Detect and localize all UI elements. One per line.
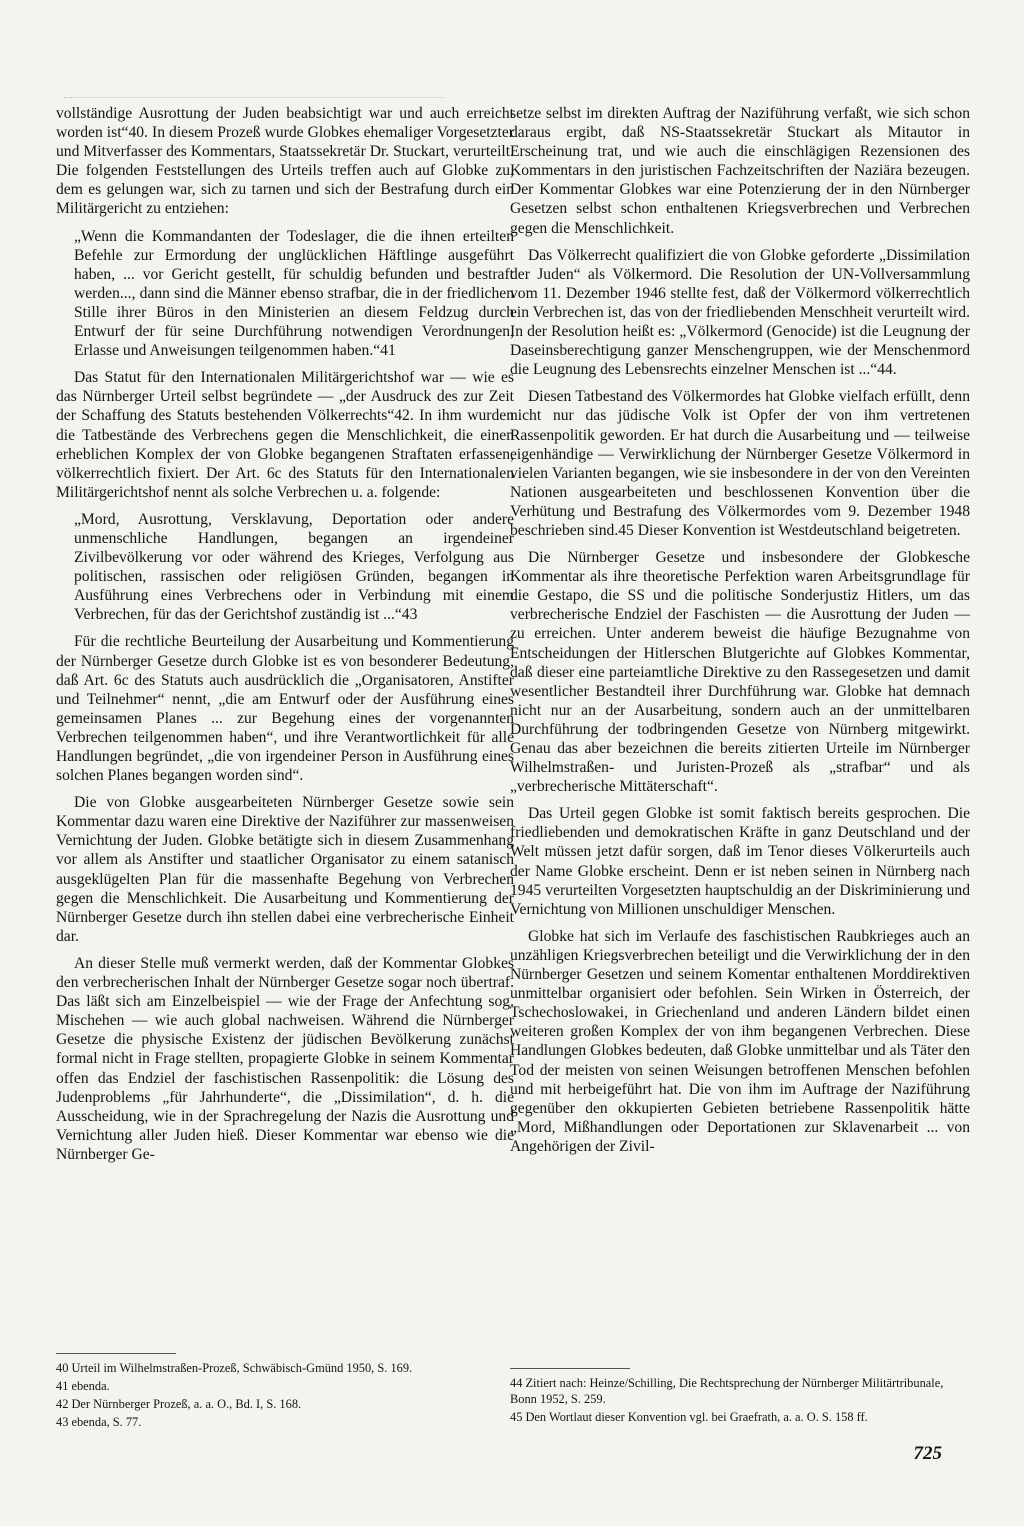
paragraph: Das Urteil gegen Globke ist somit faktisch bereits gesprochen. Die friedliebenden und demokratischen Kräfte in ganz Deutschland und der Welt müssen jetzt dafür sorgen, daß im Tenor dieses Völkerurteils auch der Name Globke erscheint. Denn er ist neben seinen in Nürnberg nach 1945 verurteilten Vorgesetzten hauptschuldig an der Diskriminierung und Vernichtung von Millionen unschuldiger Menschen. xyxy=(510,805,970,918)
footnote: 41 ebenda. xyxy=(56,1379,110,1393)
left-column xyxy=(56,104,514,1172)
footnote: 44 Zitiert nach: Heinze/Schilling, Die Rechtsprechung der Nürnberger Militärtribunale, Bonn 1952, S. 259. xyxy=(510,1376,944,1406)
paragraph: vollständige Ausrottung der Juden beabsichtigt war und auch erreicht worden ist“40. In diesem Prozeß wurde Globkes ehemaliger Vorgesetzter und Mitverfasser des Kommentars, Staatssekretär Dr. Stuckart, verurteilt. Die folgenden Feststellungen des Urteils treffen auch auf Globke zu, dem es gelungen war, sich zu tarnen und sich der Bestrafung durch ein Militärgericht zu entziehen: xyxy=(56,105,514,218)
paragraph: An dieser Stelle muß vermerkt werden, daß der Kommentar Globkes den verbrecherischen Inhalt der Nürnberger Gesetze sogar noch übertraf. Das läßt sich am Einzelbeispiel — wie der Frage der Anfechtung sog. Mischehen — wie auch global nachweisen. Während die Nürnberger Gesetze die physische Existenz der jüdischen Bevölkerung zunächst formal nicht in Frage stellten, propagierte Globke in seinem Kommentar offen das Endziel der faschistischen Rassenpolitik: die Lösung des Judenproblems „für Jahrhunderte“, die „Dissimilation“, d. h. die Ausscheidung, wie in der Sprachregelung der Nazis die Ausrottung und Vernichtung aller Juden hieß. Dieser Kommentar war ebenso wie die Nürnberger Ge- xyxy=(56,954,514,1163)
paragraph: Das Statut für den Internationalen Militärgerichtshof war — wie es das Nürnberger Urteil selbst begründete — „der Ausdruck des zur Zeit der Schaffung des Statuts bestehenden Völkerrechts“42. In ihm wurden die Tatbestände des Verbrechens gegen die Menschlichkeit, die einen erheblichen Komplex der von Globke begangenen Straftaten erfassen, völkerrechtlich fixiert. Der Art. 6c des Statuts für den Internationalen Militärgerichtshof nennt als solche Verbrechen u. a. folgende: xyxy=(56,369,514,501)
paragraph: Diesen Tatbestand des Völkermordes hat Globke vielfach erfüllt, denn nicht nur das jüdische Volk ist Opfer der von ihm vertretenen Rassenpolitik geworden. Er hat durch die Ausarbeitung und — teilweise eigenhändige — Verwirklichung der Nürnberger Gesetze Völkermord in vielen Varianten begangen, wie sie insbesondere in der von den Vereinten Nationen ausgearbeiteten und beschlossenen Konvention über die Verhütung und Bestrafung des Völkermordes vom 9. Dezember 1948 beschrieben sind.45 Dieser Konvention ist Westdeutschland beigetreten. xyxy=(510,388,970,539)
quote-paragraph: „Wenn die Kommandanten der Todeslager, die die ihnen erteilten Befehle zur Ermordung der unglücklichen Häftlinge ausgeführt haben, ... vor Gericht gestellt, für schuldig befunden und bestraft werden..., dann sind die Männer ebenso strafbar, die in der friedlichen Stille ihrer Büros in den Ministerien an diesem Feldzug durch Entwurf der für seine Durchführung notwendigen Verordnungen, Erlasse und Anweisungen teilgenommen haben.“41 xyxy=(74,227,514,360)
paragraph: Das Völkerrecht qualifiziert die von Globke geforderte „Dissimilation der Juden“ als Völkermord. Die Resolution der UN-Vollversammlung vom 11. Dezember 1946 stellte fest, daß der Völkermord völkerrechtlich ein Verbrechen ist, das von der friedliebenden Menschheit verurteilt wird. In der Resolution heißt es: „Völkermord (Genocide) ist die Leugnung der Daseinsberechtigung ganzer Menschengruppen, wie der Menschenmord die Leugnung des Lebensrechts einzelner Menschen ist ...“44. xyxy=(510,246,971,379)
paragraph: Globke hat sich im Verlaufe des faschistischen Raubkrieges auch an unzähligen Kriegsverbrechen beteiligt und die Verwirklichung der in den Nürnberger Gesetzen und seinem Komentar enthaltenen Morddirektiven unmittelbar organisiert oder befohlen. Sein Wirken in Österreich, der Tschechoslowakei, in Griechenland und anderen Ländern bildet einen weiteren großen Komplex der von ihm begangenen Verbrechen. Diese Handlungen Globkes bedeuten, daß Globke unmittelbar und als Täter den Tod der meisten von seinen Weisungen betroffenen Menschen befohlen und mit herbeigeführt hat. Die von ihm im Auftrage der Naziführung gegenüber den okkupierten Gebieten betriebene Rassenpolitik hätte „Mord, Mißhandlungen oder Deportationen zur Sklavenarbeit ... von Angehörigen der Zivil- xyxy=(510,927,970,1155)
footnote-rule xyxy=(510,1368,630,1369)
footnotes-left xyxy=(56,1353,514,1432)
paragraph: setze selbst im direkten Auftrag der Naziführung verfaßt, wie sich schon daraus ergibt, daß NS-Staatssekretär Stuckart als Mitautor in Erscheinung trat, und wie auch die einschlägigen Rezensionen des Kommentars in den juristischen Fachzeitschriften der Naziära bezeugen. Der Kommentar Globkes war eine Potenzierung der in den Nürnberger Gesetzen selbst schon enthaltenen Kriegsverbrechen und Verbrechen gegen die Menschlichkeit. xyxy=(510,105,970,237)
footnote: 43 ebenda, S. 77. xyxy=(56,1415,142,1429)
footnote: 42 Der Nürnberger Prozeß, a. a. O., Bd. I, S. 168. xyxy=(56,1397,302,1411)
bleed-through-line xyxy=(64,97,444,102)
paragraph: Für die rechtliche Beurteilung der Ausarbeitung und Kommentierung der Nürnberger Gesetze durch Globke ist es von besonderer Bedeutung, daß Art. 6c des Statuts auch ausdrücklich die „Organisatoren, Anstifter und Teilnehmer“ nennt, „die am Entwurf oder der Ausführung eines gemeinsamen Planes ... zur Begehung eines der vorgenannten Verbrechen teilgenommen haben“, und ihre Verantwortlichkeit für alle Handlungen begründet, „die von irgendeiner Person in Ausführung eines solchen Planes begangen worden sind“. xyxy=(56,633,514,785)
footnote-rule xyxy=(56,1353,176,1354)
quote-paragraph: „Mord, Ausrottung, Versklavung, Deportation oder andere unmenschliche Handlungen, begangen an irgendeiner Zivilbevölkerung vor oder während des Krieges, Verfolgung aus politischen, rassischen oder religiösen Gründen, begangen in Ausführung eines Verbrechens oder in Verbindung mit einem Verbrechen, für das der Gerichtshof zuständig ist ...“43 xyxy=(74,510,514,624)
footnote: 45 Den Wortlaut dieser Konvention vgl. bei Graefrath, a. a. O. S. 158 ff. xyxy=(510,1410,868,1424)
footnote: 40 Urteil im Wilhelmstraßen-Prozeß, Schwäbisch-Gmünd 1950, S. 169. xyxy=(56,1361,413,1375)
footnotes-right xyxy=(510,1368,970,1427)
page-number: 725 xyxy=(913,1443,942,1464)
paragraph: Die von Globke ausgearbeiteten Nürnberger Gesetze sowie sein Kommentar dazu waren eine Direktive der Naziführer zur massenweisen Vernichtung der Juden. Globke betätigte sich in diesem Zusammenhang vor allem als Anstifter und staatlicher Organisator zu einem satanisch ausgeklügelten Plan für die massenhafte Begehung von Verbrechen gegen die Menschlichkeit. Die Ausarbeitung und Kommentierung der Nürnberger Gesetze durch ihn stellen dabei eine verbrecherische Einheit dar. xyxy=(56,794,514,945)
right-column xyxy=(510,104,970,1164)
paragraph: Die Nürnberger Gesetze und insbesondere der Globkesche Kommentar als ihre theoretische Perfektion waren Arbeitsgrundlage für die Gestapo, die SS und die politische Sonderjustiz Hitlers, um das verbrecherische Endziel der Faschisten — die Ausrottung der Juden — zu erreichen. Unter anderem beweist die häufige Bezugnahme von Entscheidungen der Hitlerschen Blutgerichte auf Globkes Kommentar, daß dieser eine parteiamtliche Direktive zu den Rassegesetzen und damit wesentlicher Bestandteil ihrer Durchführung war. Globke hat demnach nicht nur an der Ausarbeitung, sondern auch an der unmittelbaren Durchführung der todbringenden Gesetze von Nürnberg mitgewirkt. Genau das aber bezeichnen die bereits zitierten Urteile im Nürnberger Wilhelmstraßen- und Juristen-Prozeß als „strafbar“ und als „verbrecherische Mittäterschaft“. xyxy=(510,549,970,796)
